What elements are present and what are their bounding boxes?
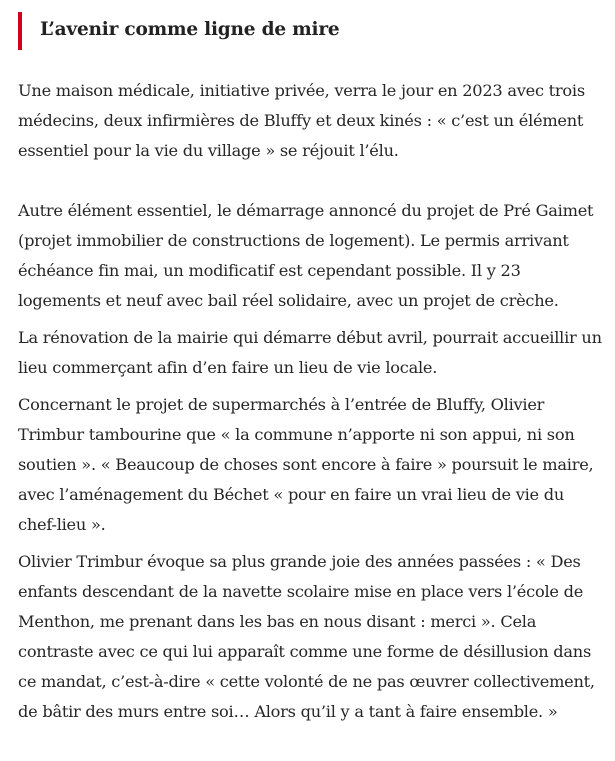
section-heading-text: L’avenir comme ligne de mire bbox=[40, 19, 340, 40]
section-heading bbox=[18, 12, 603, 50]
paragraph-renovation-mairie: La rénovation de la mairie qui démarre début avril, pourrait accueillir un lieu commerçant afin d’en faire un lieu de vie locale. bbox=[18, 328, 602, 377]
paragraph-joie-annees: Olivier Trimbur évoque sa plus grande joie des années passées : « Des enfants descendant de la navette scolaire mise en place vers l’école de Menthon, me prenant dans les bas en nous disant : merci ». Cela contraste avec ce qui lui apparaît comme une forme de désillusion dans ce mandat, c’est-à-dire « cette volonté de ne pas œuvrer collectivement, de bâtir des murs entre soi… Alors qu’il y a tant à faire ensemble. » bbox=[18, 552, 595, 721]
paragraph-supermarches: Concernant le projet de supermarchés à l’entrée de Bluffy, Olivier Trimbur tambourine que « la commune n’apporte ni son appui, ni son soutien ». « Beaucoup de choses sont encore à faire » poursuit le maire, avec l’aménagement du Béchet « pour en faire un vrai lieu de vie du chef-lieu ». bbox=[18, 395, 594, 534]
article-body bbox=[18, 0, 603, 727]
paragraph-maison-medicale: Une maison médicale, initiative privée, verra le jour en 2023 avec trois médecins, deux infirmières de Bluffy et deux kinés : « c’est un élément essentiel pour la vie du village » se réjouit l’élu. bbox=[18, 81, 585, 160]
heading-accent-bar bbox=[18, 12, 22, 50]
paragraph-pre-gaimet: Autre élément essentiel, le démarrage annoncé du projet de Pré Gaimet (projet immobilier de constructions de logement). Le permis arrivant échéance fin mai, un modificatif est cependant possible. Il y 23 logements et neuf avec bail réel solidaire, avec un projet de crèche. bbox=[18, 201, 594, 310]
